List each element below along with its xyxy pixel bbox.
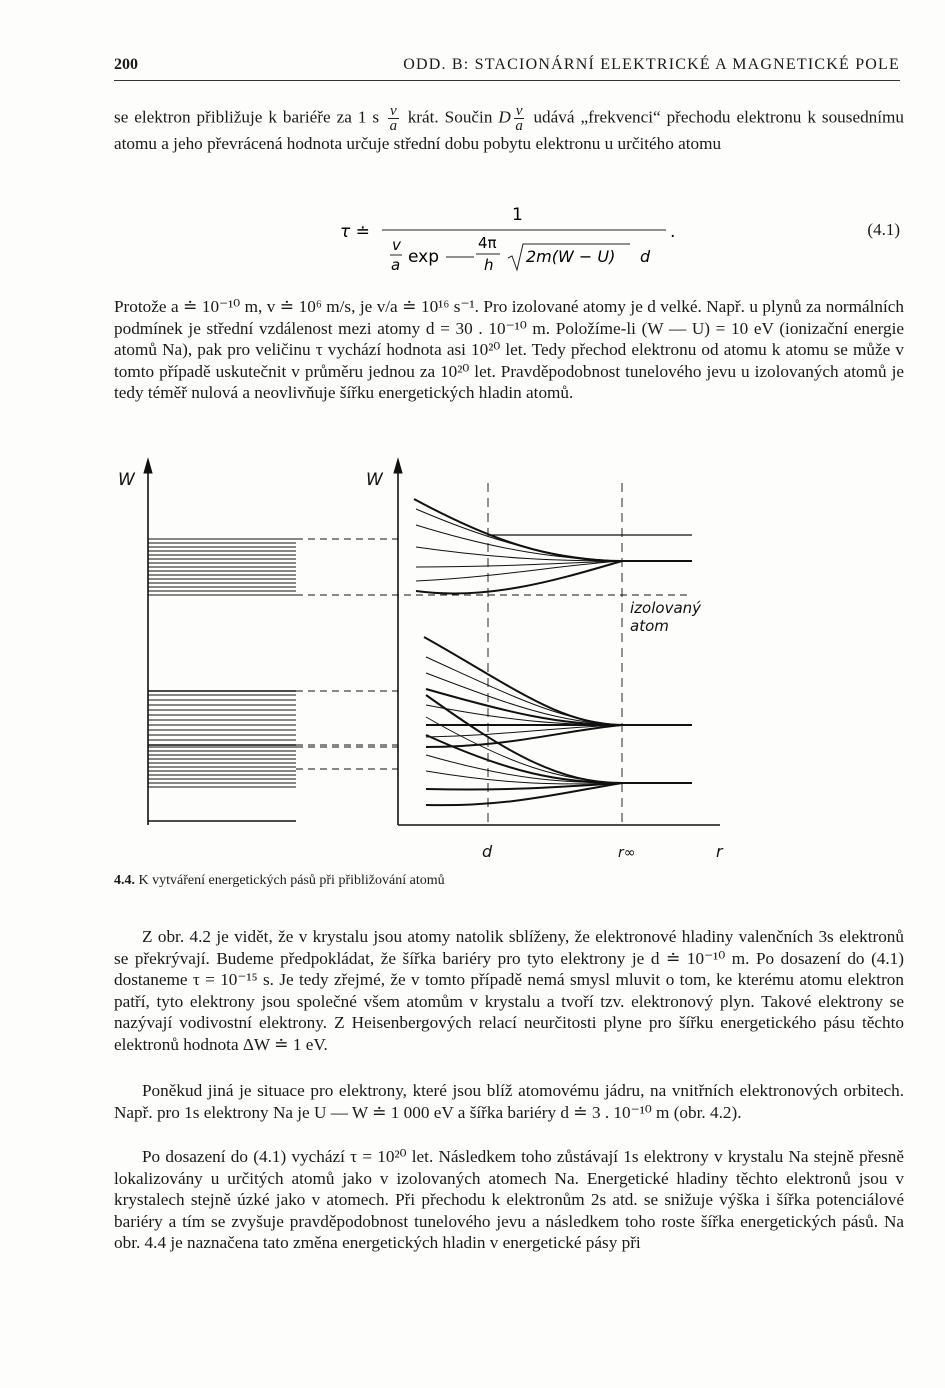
paragraph-5: Po dosazení do (4.1) vychází τ = 10²⁰ let. Následkem toho zůstávají 1s elektrony v krystalu Na stejně přesně lokalizovány u určitých atomů jako v izolovaných atomech Na. Energetické hladiny těchto elektronů jsou v krystalech stejně úzké jako v atomech. Při přechodu k elektronům 2s atd. se snižuje výška i šířka potenciálové bariéry a tím se zvyšuje pravděpodobnost tunelového jevu a následkem toho roste šířka energetických pásů. Na obr. 4.4 je naznačena tato změna energetických hladin v energetické pásy při	[114, 1147, 904, 1252]
paragraph-3: Z obr. 4.2 je vidět, že v krystalu jsou atomy natolik sblíženy, že elektronové hladiny valenčních 3s elektronů se překrývají. Budeme předpokládat, že šířka bariéry pro tyto elektrony je d ≐ 10⁻¹⁰ m. Po dosazení do (4.1) dostaneme τ = 10⁻¹⁵ s. Je tedy zřejmé, že v tomto případě nemá smysl mluvit o tom, ke kterému atomu elektron patří, tyto elektrony jsou společné všem atomům v krystalu a tvoří tzv. elektronový plyn. Takové elektrony se nazývají vodivostní elektrony. Z Heisenbergových relací neurčitosti plyne pro šířku energetického pásu těchto elektronů hodnota ΔW ≐ 1 eV.	[114, 927, 904, 1054]
eq-a: a	[391, 256, 401, 274]
intro-text-c: udává „frekvenci“ přechodu elektronu k sousednímu atomu a jeho převrácená hodnota určuje střední dobu pobytu elektronu u určitého atomu	[114, 107, 905, 153]
right-w-label: W	[366, 470, 383, 490]
eq-exp: exp	[408, 247, 440, 267]
middle-band-curves	[424, 637, 692, 747]
figure-4-4	[110, 455, 750, 865]
equation-graphic	[324, 200, 944, 290]
d-label: d	[482, 842, 493, 861]
running-title: ODD. B: STACIONÁRNÍ ELEKTRICKÉ A MAGNETICKÉ POLE	[403, 56, 900, 73]
isolated-atom-label-1: izolovaný	[630, 599, 702, 617]
paragraph-2: Protože a ≐ 10⁻¹⁰ m, v ≐ 10⁶ m/s, je v/a ≐ 10¹⁶ s⁻¹. Pro izolované atomy je d velké. Např. u plynů za normálních podmínek je střední vzdálenost mezi atomy d = 30 . 10⁻¹⁰ m. Položíme-li (W — U) = 10 eV (ionizační energie atomů Na), pak pro veličinu τ vychází hodnota asi 10²⁰ let. Tedy přechod elektronu od atomu k atomu se může v tomto případě uskutečnit v průměru jednou za 10²⁰ let. Pravděpodobnost tunelového jevu u izolovaných atomů je tedy téměř nulová a neovlivňuje šířku energetických hladin atomů.	[114, 297, 904, 402]
eq-d: d	[640, 247, 651, 266]
caption-text: K vytváření energetických pásů při přibližování atomů	[138, 873, 445, 888]
r-infinity-label: r∞	[618, 845, 636, 861]
left-upper-band	[148, 539, 296, 595]
fraction-v-over-a-2: $\frac{v}{a}$	[515, 103, 523, 134]
equation-number: (4.1)	[867, 220, 900, 239]
eq-period: .	[670, 222, 676, 242]
page-header	[114, 56, 900, 74]
page-number: 200	[114, 56, 138, 73]
upper-band-curves	[414, 499, 692, 594]
eq-numerator: 1	[512, 205, 523, 225]
intro-text-b: krát. Součin	[407, 107, 493, 127]
eq-lhs: τ ≐	[340, 222, 370, 242]
left-axis-arrow	[144, 459, 152, 473]
eq-root: 2m(W − U)	[526, 247, 616, 266]
intro-text-a: se elektron přibližuje k bariéře za 1 s	[114, 107, 380, 127]
header-rule	[114, 80, 900, 81]
equation-4-1	[114, 200, 900, 290]
caption-number: 4.4.	[114, 873, 135, 888]
r-label: r	[716, 842, 723, 861]
isolated-atom-label-2: atom	[630, 617, 669, 635]
eq-v: v	[392, 236, 401, 254]
paragraph-4: Poněkud jiná je situace pro elektrony, které jsou blíž atomovému jádru, na vnitřních elektronových orbitech. Např. pro 1s elektrony Na je U — W ≐ 1 000 eV a šířka bariéry d ≐ 3 . 10⁻¹⁰ m (obr. 4.2).	[114, 1081, 904, 1122]
left-middle-band	[148, 691, 296, 745]
dashed-connectors	[296, 483, 690, 825]
right-axis-arrow	[394, 459, 402, 473]
intro-paragraph: se elektron přibližuje k bariéře za 1 s $\frac{v}{a}$ krát. Součin D $\frac{v}{a}$ udává „frekvenci“ přechodu elektronu k sousednímu atomu a jeho převrácená hodnota určuje střední dobu pobytu elektronu u určitého atomu	[114, 103, 905, 153]
fraction-v-over-a: $\frac{v}{a}$	[389, 103, 398, 134]
eq-four-pi: 4π	[478, 234, 497, 252]
left-w-label: W	[118, 470, 135, 490]
eq-h: h	[484, 256, 494, 274]
figure-caption	[114, 873, 445, 889]
left-lower-band	[148, 747, 296, 821]
